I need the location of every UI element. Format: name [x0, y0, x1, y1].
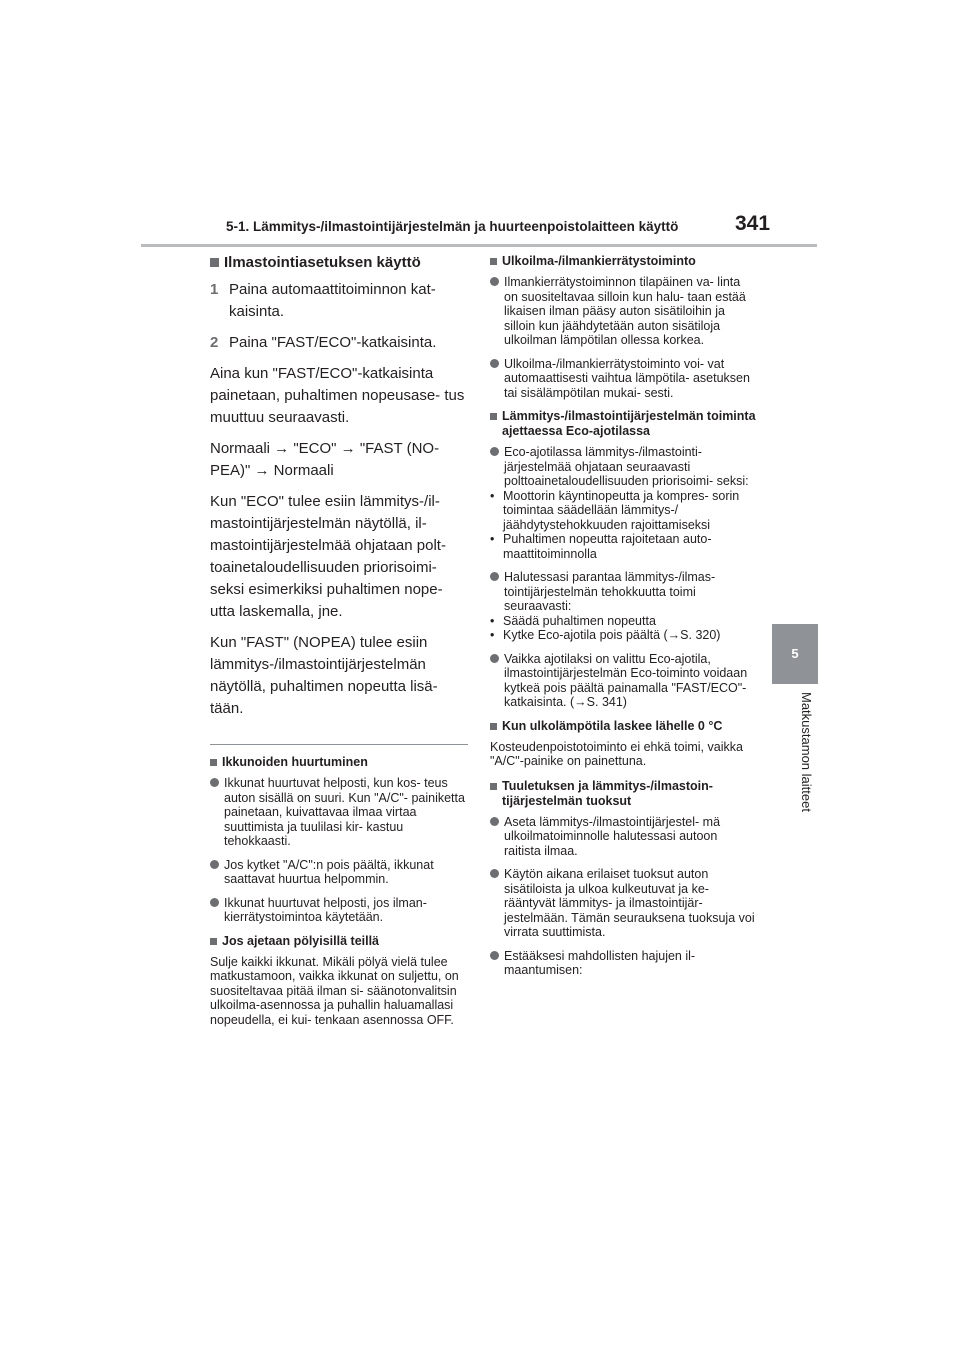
list-item: Ikkunat huurtuvat helposti, kun kos- teus auton sisällä on suuri. Kun "A/C"- painiketta painetaan, kuivattavaa ilmaa virtaa suuttimista ja tuulilasi kir- kastuu tehokkaasti.	[210, 776, 468, 849]
body-paragraph: Normaali → "ECO" → "FAST (NO- PEA)" → Normaali	[210, 440, 440, 479]
round-bullet-icon	[490, 447, 499, 456]
chapter-label: Matkustamon laitteet	[799, 692, 814, 812]
round-bullet-icon	[490, 572, 499, 581]
list-item: Vaikka ajotilaksi on valittu Eco-ajotila, ilmastointijärjestelmän Eco-toiminto voidaan kytkeä pois päältä painamalla "FAST/ECO"-katkaisinta. (→S. 341)	[490, 652, 756, 710]
round-bullet-icon	[490, 869, 499, 878]
page-number: 341	[735, 212, 771, 235]
subsection-heading: Kun ulkolämpötila laskee lähelle 0 °C	[490, 719, 756, 734]
list-item: Aseta lämmitys-/ilmastointijärjestel- mä ulkoilmatoiminnolle halutessasi autoon raitista ilmaa.	[490, 815, 756, 859]
list-item: Halutessasi parantaa lämmitys-/ilmas- tointijärjestelmän tehokkuutta toimi seuraavasti: • Säädä puhaltimen nopeutta • Kytke Eco-ajotila pois päältä (→S. 320)	[490, 570, 756, 643]
body-paragraph: Aina kun "FAST/ECO"-katkaisinta painetaan, puhaltimen nopeusase- tus muuttuu seuraavasti.	[210, 365, 465, 426]
sub-item: • Puhaltimen nopeutta rajoitetaan auto- maattitoiminnolla	[490, 532, 712, 561]
round-bullet-icon	[210, 898, 219, 907]
body-paragraph: Kun "ECO" tulee esiin lämmitys-/il- mastointijärjestelmän näytöllä, il- mastointijärjestelmää ohjataan polt- toainetaloudellisuuden priorisoimi- seksi esimerkiksi puhaltimen nope- utta laskemalla, jne.	[210, 493, 446, 620]
section-title: 5-1. Lämmitys-/ilmastointijärjestelmän ja huurteenpoistolaitteen käyttö	[226, 219, 679, 234]
section-divider	[210, 744, 468, 745]
sub-item: • Moottorin käyntinopeutta ja kompres- sorin toimintaa säädellään lämmitys-/ jäähdytystehokkuuden rajoittamiseksi	[490, 488, 740, 532]
main-heading: Ilmastointiasetuksen käyttö	[210, 254, 468, 271]
round-bullet-icon	[210, 860, 219, 869]
list-item: Ikkunat huurtuvat helposti, jos ilman- kierrätystoimintoa käytetään.	[210, 896, 468, 925]
list-item: Ulkoilma-/ilmankierrätystoiminto voi- vat automaattisesti vaihtua lämpötila- asetuksen tai sisälämpötilan mukai- sesti.	[490, 357, 756, 401]
square-bullet-icon	[490, 723, 497, 730]
right-column	[490, 254, 756, 987]
sub-item: • Säädä puhaltimen nopeutta	[490, 613, 656, 628]
subsection-heading: Ulkoilma-/ilmankierrätystoiminto	[490, 254, 756, 269]
round-bullet-icon	[490, 359, 499, 368]
left-column	[210, 254, 468, 1037]
body-paragraph: Kosteudenpoistotoiminto ei ehkä toimi, vaikka "A/C"-painike on painettuna.	[490, 739, 743, 768]
round-bullet-icon	[490, 817, 499, 826]
square-bullet-icon	[210, 258, 219, 267]
square-bullet-icon	[490, 413, 497, 420]
list-item: Ilmankierrätystoiminnon tilapäinen va- linta on suositeltavaa silloin kun halu- taan estää likaisen ilman pääsy auton sisätiloihin ja silloin kun jäähdytetään auton sisätiloja ulkoilman lämpötilan ollessa korkea.	[490, 275, 756, 348]
chapter-tab: 5	[772, 624, 818, 684]
round-bullet-icon	[210, 778, 219, 787]
subsection-heading: Tuuletuksen ja lämmitys-/ilmastoin- tijärjestelmän tuoksut	[490, 779, 756, 809]
round-bullet-icon	[490, 654, 499, 663]
list-item: Jos kytket "A/C":n pois päältä, ikkunat saattavat huurtua helpommin.	[210, 858, 468, 887]
square-bullet-icon	[210, 938, 217, 945]
step-item: 2 Paina "FAST/ECO"-katkaisinta.	[210, 334, 437, 351]
square-bullet-icon	[490, 783, 497, 790]
list-item: Käytön aikana erilaiset tuoksut auton sisätiloista ja ulkoa kulkeutuvat ja ke- rääntyvät lämmitys- ja ilmastointijär- jestelmään. Tämän seurauksena tuoksuja voi virrata suuttimista.	[490, 867, 756, 940]
round-bullet-icon	[490, 951, 499, 960]
square-bullet-icon	[490, 258, 497, 265]
subsection-heading: Jos ajetaan pölyisillä teillä	[210, 934, 468, 949]
subsection-heading: Ikkunoiden huurtuminen	[210, 755, 468, 770]
square-bullet-icon	[210, 759, 217, 766]
body-paragraph: Sulje kaikki ikkunat. Mikäli pölyä vielä tulee matkustamoon, vaikka ikkunat on suljettu, on suositeltavaa pitää ilman si- säänotonvalitsin ulkoilma-asennossa ja puhallin haluamallasi nopeudella, ei kui- tenkaan asennossa OFF.	[210, 954, 459, 1027]
subsection-heading: Lämmitys-/ilmastointijärjestelmän toiminta ajettaessa Eco-ajotilassa	[490, 409, 756, 439]
list-item: Eco-ajotilassa lämmitys-/ilmastointi- järjestelmää ohjataan seuraavasti polttoainetaloudellisuuden priorisoimi- seksi: • Moottorin käyntinopeutta ja kompres- sorin toimintaa säädellään lämmitys-/ jäähdytystehokkuuden rajoittamiseksi • Puhaltimen nopeutta rajoitetaan auto- maattitoiminnolla	[490, 445, 756, 561]
step-item: 1 Paina automaattitoiminnon kat- kaisinta.	[210, 281, 436, 320]
round-bullet-icon	[490, 277, 499, 286]
list-item: Estääksesi mahdollisten hajujen il- maantumisen:	[490, 949, 756, 978]
header-rule	[141, 244, 817, 247]
sub-item: • Kytke Eco-ajotila pois päältä (→S. 320)	[490, 628, 721, 642]
body-paragraph: Kun "FAST" (NOPEA) tulee esiin lämmitys-/ilmastointijärjestelmän näytöllä, puhaltimen nopeutta lisä- tään.	[210, 634, 438, 717]
